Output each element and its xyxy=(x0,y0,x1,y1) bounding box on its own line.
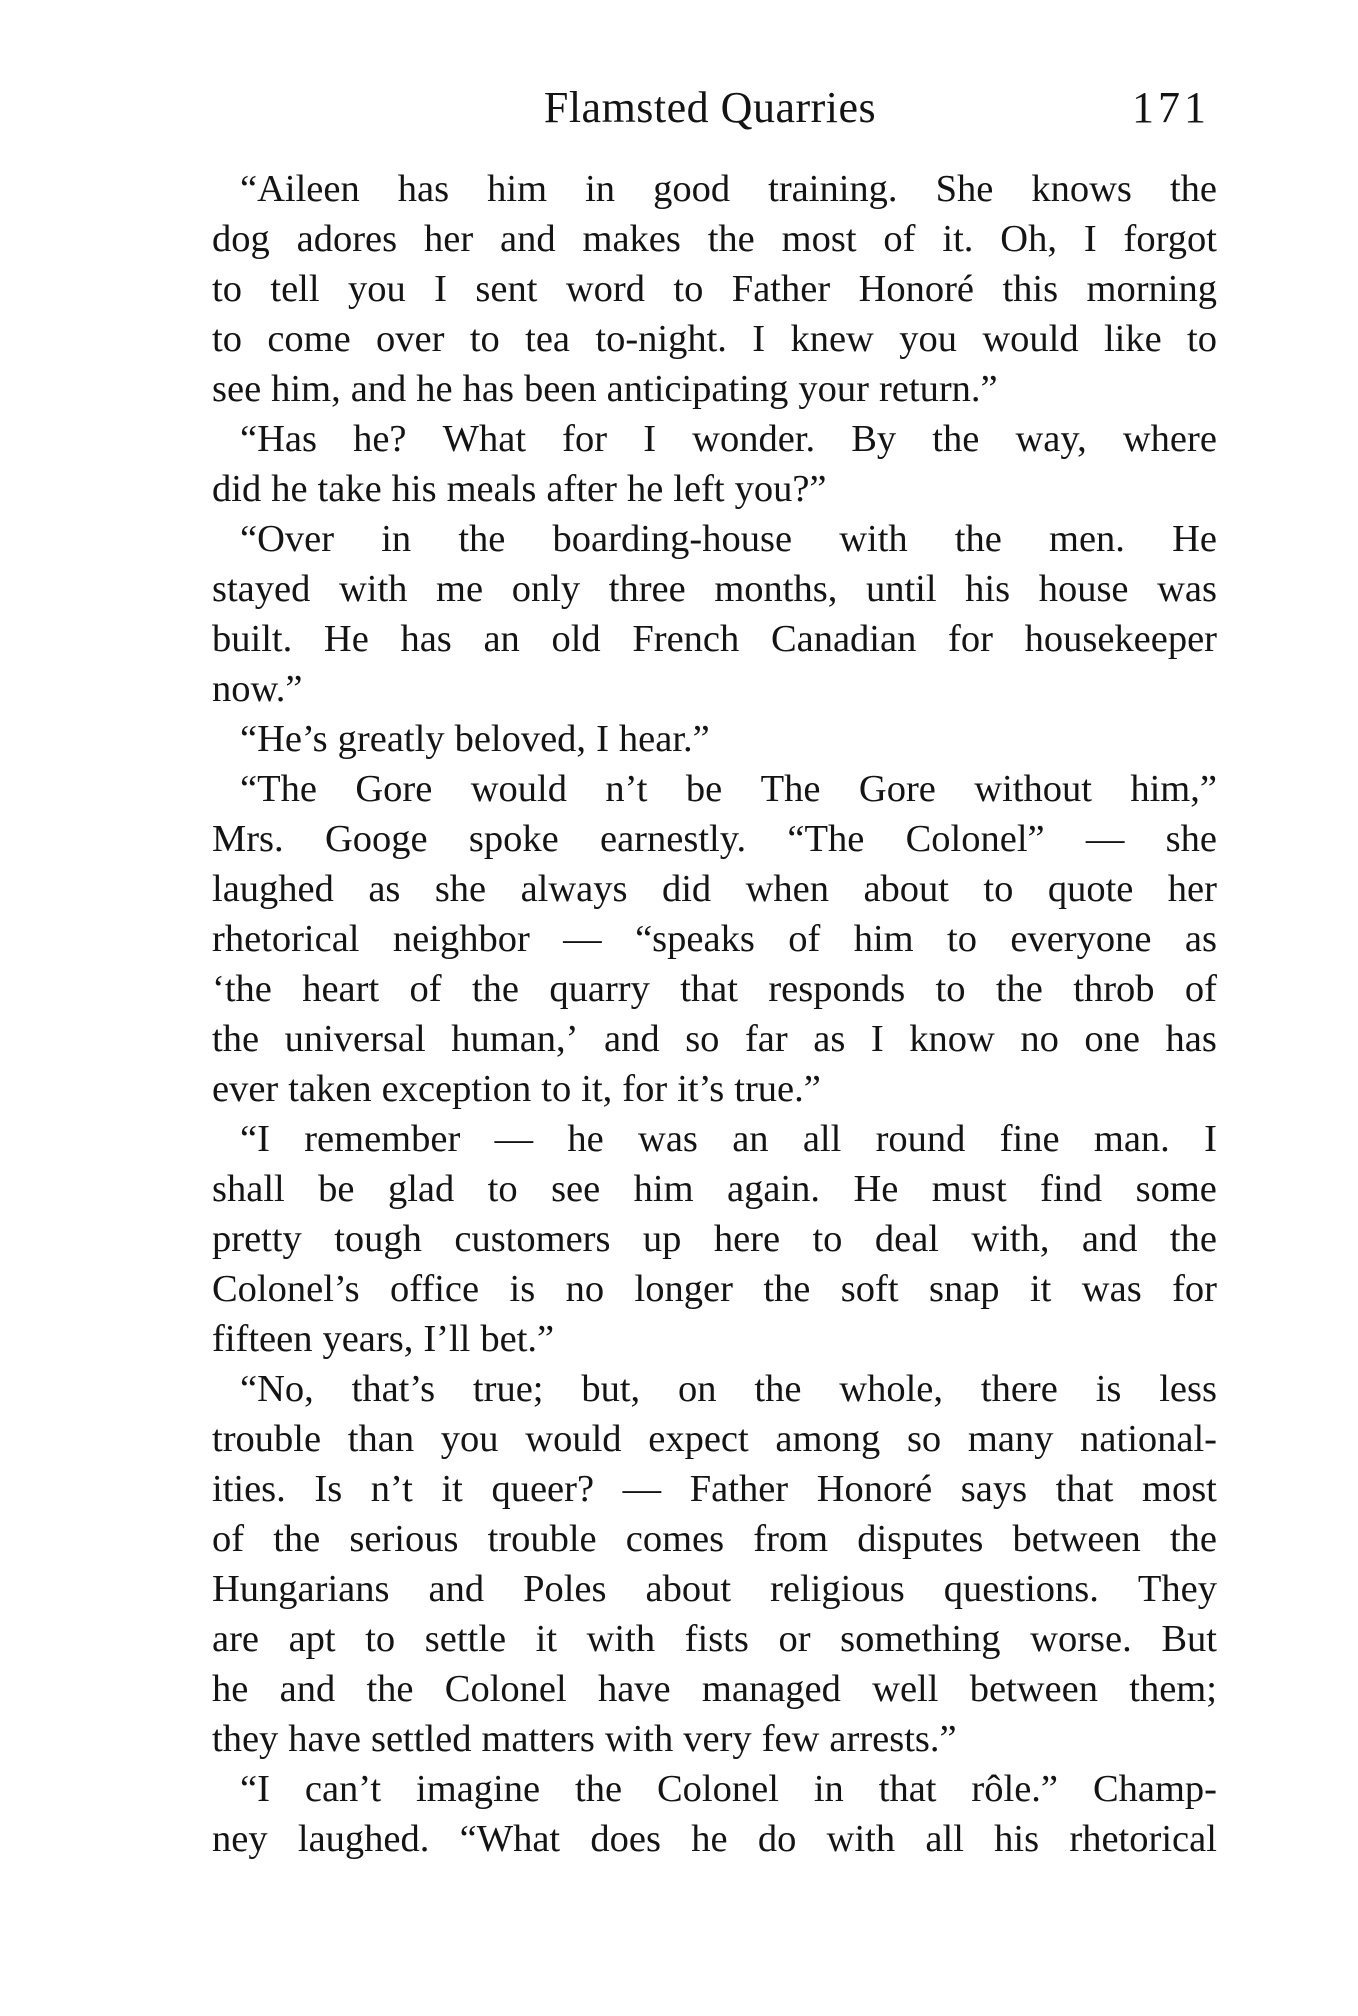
text-line: ‘the heart of the quarry that responds to the throb of xyxy=(212,968,1217,1010)
text-line: they have settled matters with very few arrests.” xyxy=(212,1718,957,1760)
text-line: “Over in the boarding-house with the men. He xyxy=(240,518,1217,560)
text-line: did he take his meals after he left you?” xyxy=(212,468,827,510)
text-line: Colonel’s office is no longer the soft snap it was for xyxy=(212,1268,1217,1310)
text-line: pretty tough customers up here to deal with, and the xyxy=(212,1218,1217,1260)
text-line: Hungarians and Poles about religious questions. They xyxy=(212,1568,1217,1610)
text-line: “Has he? What for I wonder. By the way, where xyxy=(240,418,1217,460)
body-text xyxy=(212,164,1217,1864)
text-line: to tell you I sent word to Father Honoré this morning xyxy=(212,268,1217,310)
text-line: Mrs. Googe spoke earnestly. “The Colonel” — she xyxy=(212,818,1217,860)
text-line: laughed as she always did when about to quote her xyxy=(212,868,1217,910)
text-line: trouble than you would expect among so many national- xyxy=(212,1418,1217,1460)
text-line: fifteen years, I’ll bet.” xyxy=(212,1318,555,1360)
text-line: ities. Is n’t it queer? — Father Honoré says that most xyxy=(212,1468,1217,1510)
text-line: now.” xyxy=(212,668,303,710)
text-line: dog adores her and makes the most of it. Oh, I forgot xyxy=(212,218,1217,260)
text-line: of the serious trouble comes from disputes between the xyxy=(212,1518,1217,1560)
page-number: 171 xyxy=(1132,83,1210,132)
text-line: to come over to tea to-night. I knew you would like to xyxy=(212,318,1217,360)
text-line: “I can’t imagine the Colonel in that rôle.” Champ- xyxy=(240,1768,1217,1810)
text-line: see him, and he has been anticipating your return.” xyxy=(212,368,998,410)
text-line: the universal human,’ and so far as I know no one has xyxy=(212,1018,1217,1060)
text-line: “The Gore would n’t be The Gore without him,” xyxy=(240,768,1217,810)
text-line: “He’s greatly beloved, I hear.” xyxy=(240,718,710,760)
text-line: ever taken exception to it, for it’s true.” xyxy=(212,1068,821,1110)
text-line: are apt to settle it with fists or something worse. But xyxy=(212,1618,1217,1660)
page-header xyxy=(210,78,1210,138)
text-line: ney laughed. “What does he do with all his rhetorical xyxy=(212,1818,1217,1860)
text-line: shall be glad to see him again. He must find some xyxy=(212,1168,1217,1210)
text-line: rhetorical neighbor — “speaks of him to everyone as xyxy=(212,918,1217,960)
running-title: Flamsted Quarries xyxy=(543,83,877,132)
text-line: stayed with me only three months, until his house was xyxy=(212,568,1217,610)
text-line: he and the Colonel have managed well between them; xyxy=(212,1668,1217,1710)
text-line: “I remember — he was an all round fine man. I xyxy=(240,1118,1217,1160)
text-line: “Aileen has him in good training. She knows the xyxy=(240,168,1217,210)
text-line: “No, that’s true; but, on the whole, there is less xyxy=(240,1368,1217,1410)
text-line: built. He has an old French Canadian for housekeeper xyxy=(212,618,1217,660)
